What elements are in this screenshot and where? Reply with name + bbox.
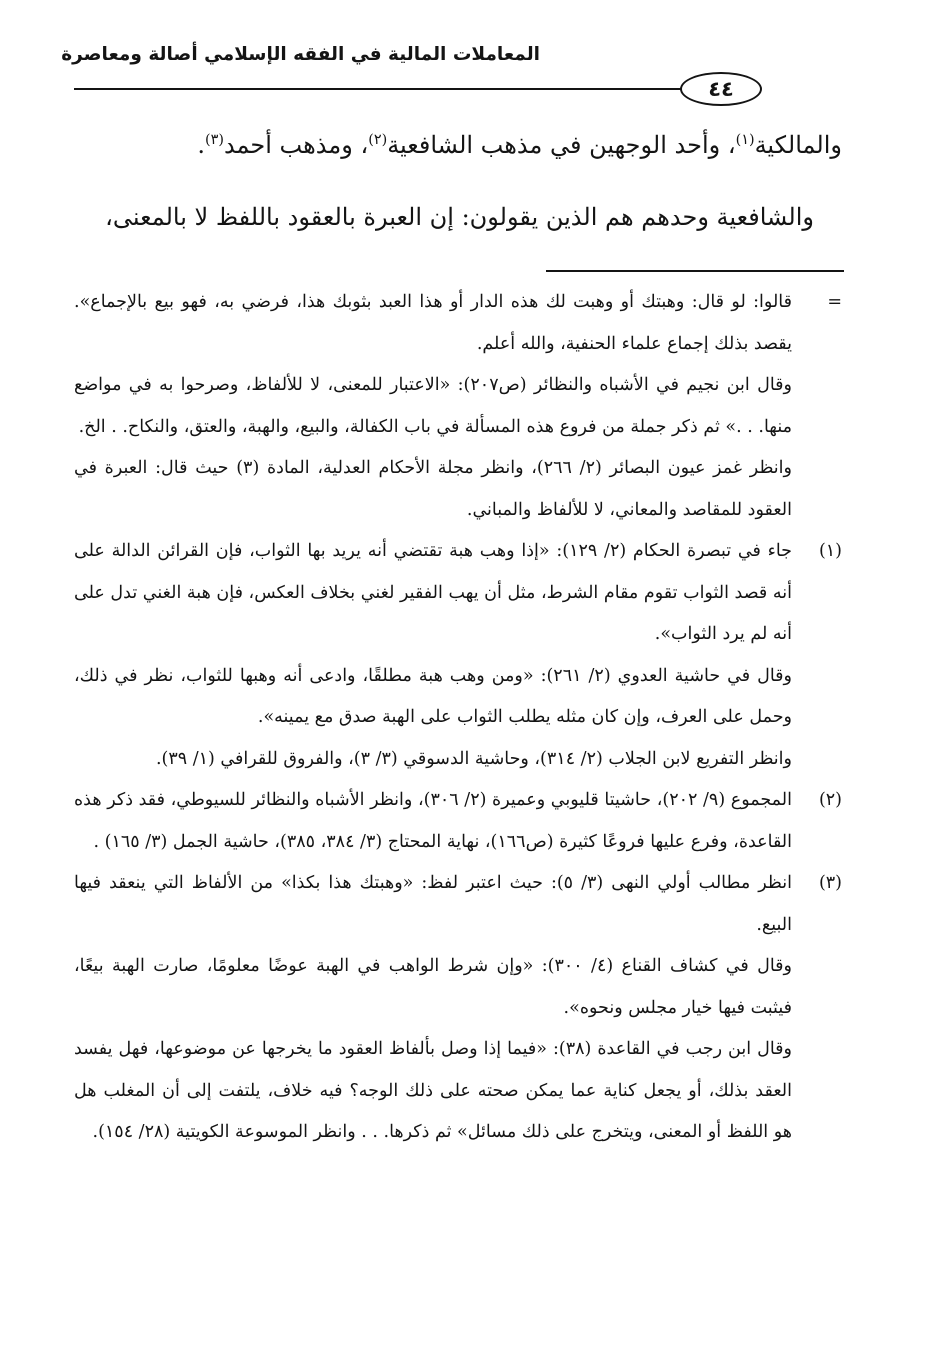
body-text: ، وأحد الوجهين في مذهب الشافعية: [387, 131, 736, 159]
footnote-separator: [546, 270, 844, 272]
body-paragraph-1: [197, 131, 842, 160]
footnote-3: [74, 863, 842, 1154]
footnote-ref-1: (١): [735, 132, 755, 148]
footnote-paragraph: وانظر غمز عيون البصائر (٢/ ٢٦٦)، وانظر مجلة الأحكام العدلية، المادة (٣) حيث قال: العبرة في العقود للمقاصد والمعاني، لا للألفاظ والمباني.: [74, 458, 792, 520]
footnote-ref-3: (٣): [204, 132, 224, 148]
footnotes: [74, 282, 842, 1154]
footnote-paragraph: وقال ابن رجب في القاعدة (٣٨): «فيما إذا وصل بألفاظ العقود ما يخرجها عن موضوعها، فهل يفسد العقد بذلك، أو يجعل كناية عما يمكن صحته على ذلك الوجه؟ فيه خلاف، يلتفت إلى أن المغلب هل هو اللفظ أو المعنى، ويتخرج على ذلك مسائل» ثم ذكرها. . . وانظر الموسوعة الكويتية (٢٨/ ١٥٤).: [74, 1039, 792, 1142]
footnote-paragraph: وقال في حاشية العدوي (٢/ ٢٦١): «ومن وهب هبة مطلقًا، وادعى أنه وهبها للثواب، نظر في ذلك، وحمل على العرف، وإن كان مثله يطلب الثواب على الهبة صدق مع يمينه».: [74, 665, 792, 727]
header-rule: [74, 88, 682, 90]
page-number-badge: ٤٤: [680, 72, 762, 106]
footnote-paragraph: قالوا: لو قال: وهبتك أو وهبت لك هذه الدار أو هذا العبد بثوبك هذا، فرضي به، فهو بيع بالإجماع». يقصد بذلك إجماع علماء الحنفية، والله أعلم.: [74, 292, 792, 354]
footnote-marker: (٣): [818, 873, 842, 893]
body-text: ، ومذهب أحمد: [223, 131, 369, 159]
footnote-marker: (١): [818, 541, 842, 561]
footnote-marker: (٢): [818, 790, 842, 810]
footnote-2: [74, 780, 842, 863]
body-paragraph-2: والشافعية وحدهم هم الذين يقولون: إن العبرة بالعقود باللفظ لا بالمعنى،: [105, 203, 814, 231]
footnote-paragraph: وقال ابن نجيم في الأشباه والنظائر (ص٢٠٧): «الاعتبار للمعنى، لا للألفاظ، وصرحوا به في مواضع منها. . .» ثم ذكر جملة من فروع هذه المسألة في باب الكفالة، والبيع، والهبة، والعتق، والنكاح. . الخ.: [74, 375, 792, 437]
footnote-marker: =: [827, 292, 842, 312]
footnote-continuation: [74, 282, 842, 531]
body-text: .: [197, 131, 205, 159]
footnote-paragraph: جاء في تبصرة الحكام (٢/ ١٢٩): «إذا وهب هبة تقتضي أنه يريد بها الثواب، فإن القرائن الدالة على أنه قصد الثواب تقوم مقام الشرط، مثل أن يهب الفقير لغني بخلاف العكس، فإن هبة الغني تدل على أنه لم يرد الثواب».: [74, 541, 792, 644]
footnote-1: [74, 531, 842, 780]
footnote-paragraph: وانظر التفريع لابن الجلاب (٢/ ٣١٤)، وحاشية الدسوقي (٣/ ٣)، والفروق للقرافي (١/ ٣٩).: [155, 748, 792, 769]
body-text: والمالكية: [754, 131, 842, 159]
footnote-paragraph: المجموع (٩/ ٢٠٢)، حاشيتا قليوبي وعميرة (٢/ ٣٠٦)، وانظر الأشباه والنظائر للسيوطي، فقد ذكر هذه القاعدة، وفرع عليها فروعًا كثيرة (ص١٦٦)، نهاية المحتاج (٣/ ٣٨٤، ٣٨٥)، حاشية الجمل (٣/ ١٦٥) .: [74, 790, 792, 852]
footnote-ref-2: (٢): [368, 132, 388, 148]
footnote-paragraph: انظر مطالب أولي النهى (٣/ ٥): حيث اعتبر لفظ: «وهبتك هذا بكذا» من الألفاظ التي ينعقد فيها البيع.: [74, 873, 792, 935]
running-header-title: المعاملات المالية في الفقه الإسلامي أصالة ومعاصرة: [61, 44, 540, 65]
footnote-paragraph: وقال في كشاف القناع (٤/ ٣٠٠): «وإن شرط الواهب في الهبة عوضًا معلومًا، صارت الهبة بيعًا، فيثبت فيها خيار مجلس ونحوه».: [74, 956, 792, 1018]
